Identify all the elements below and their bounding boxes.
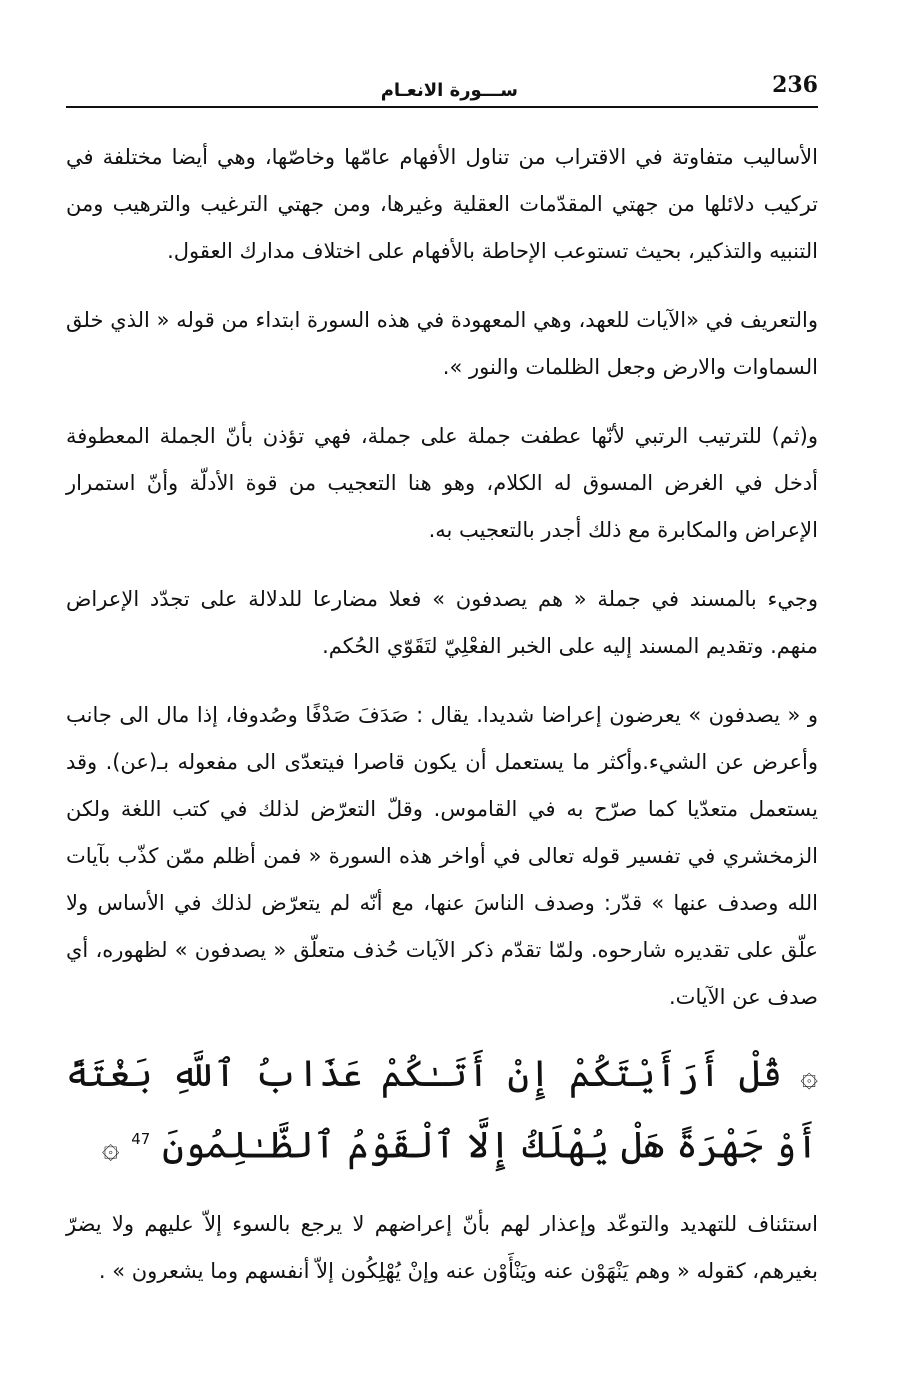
paragraph: والتعريف في «الآيات للعهد، وهي المعهودة في هذه السورة ابتداء من قوله « الذي خلق السماوات والارض وجعل الظلمات والنور ». bbox=[66, 308, 818, 379]
verse-text: قُلْ أَرَأَيْتَكُمْ إِنْ أَتَـٰكُمْ عَذَابُ ٱللَّهِ بَغْتَةً أَوْ جَهْرَةً هَلْ يُهْلَكُ إِلَّا ٱلْقَوْمُ ٱلظَّـٰلِمُونَ bbox=[66, 1052, 818, 1167]
paragraph: و « يصدفون » يعرضون إعراضا شديدا. يقال : صَدَفَ صَدْفًا وصُدوفا، إذا مال الى جانب وأعرض عن الشيء.وأكثر ما يستعمل أن يكون قاصرا فيتعدّى الى مفعوله بـ(عن). وقد يستعمل متعدّيا كما صرّح به في القاموس. وقلّ التعرّض لذلك في كتب اللغة ولكن الزمخشري في تفسير قوله تعالى في أواخر هذه السورة « فمن أظلم ممّن كذّب بآيات الله وصدف عنها » قدّر: وصدف الناسَ عنها، مع أنّه لم يتعرّض لذلك في الأساس ولا علّق على تقديره شارحوه. ولمّا تقدّم ذكر الآيات حُذف متعلّق « يصدفون » لظهوره، أي صدف عن الآيات. bbox=[66, 703, 818, 1009]
body-text bbox=[66, 134, 818, 1295]
paragraph: وجيء بالمسند في جملة « هم يصدفون » فعلا مضارعا للدلالة على تجدّد الإعراض منهم. وتقديم المسند إليه على الخبر الفعْلِيّ لتَقَوّي الحُكم. bbox=[66, 587, 818, 658]
quran-verse bbox=[66, 1043, 818, 1179]
paragraph: و(ثم) للترتيب الرتبي لأنّها عطفت جملة على جملة، فهي تؤذن بأنّ الجملة المعطوفة أدخل في الغرض المسوق له الكلام، وهو هنا التعجيب من قوة الأدلّة وأنّ استمرار الإعراض والمكابرة مع ذلك أجدر بالتعجيب به. bbox=[66, 424, 818, 542]
verse-close-ornament: ۞ bbox=[101, 1130, 120, 1166]
running-title: ســـورة الانعـام bbox=[380, 80, 518, 101]
verse-number: 47 bbox=[131, 1130, 151, 1148]
page-header bbox=[66, 70, 818, 108]
verse-open-ornament: ۞ bbox=[800, 1059, 818, 1094]
page-number: 236 bbox=[772, 72, 818, 98]
closing-paragraph: استئناف للتهديد والتوعّد وإعذار لهم بأنّ إعراضهم لا يرجع بالسوء إلاّ عليهم ولا يضرّ بغيرهم، كقوله « وهم يَنْهَوْن عنه ويَنْأَوْن عنه وإنْ يُهْلِكُون إلاّ أنفسهم وما يشعرون » . bbox=[66, 1212, 818, 1284]
paragraph: الأساليب متفاوتة في الاقتراب من تناول الأفهام عامّها وخاصّها، وهي أيضا مختلفة في تركيب دلائلها من جهتي المقدّمات العقلية وغيرها، ومن جهتي الترغيب والترهيب ومن التنبيه والتذكير، بحيث تستوعب الإحاطة بالأفهام على اختلاف مدارك العقول. bbox=[66, 145, 818, 263]
